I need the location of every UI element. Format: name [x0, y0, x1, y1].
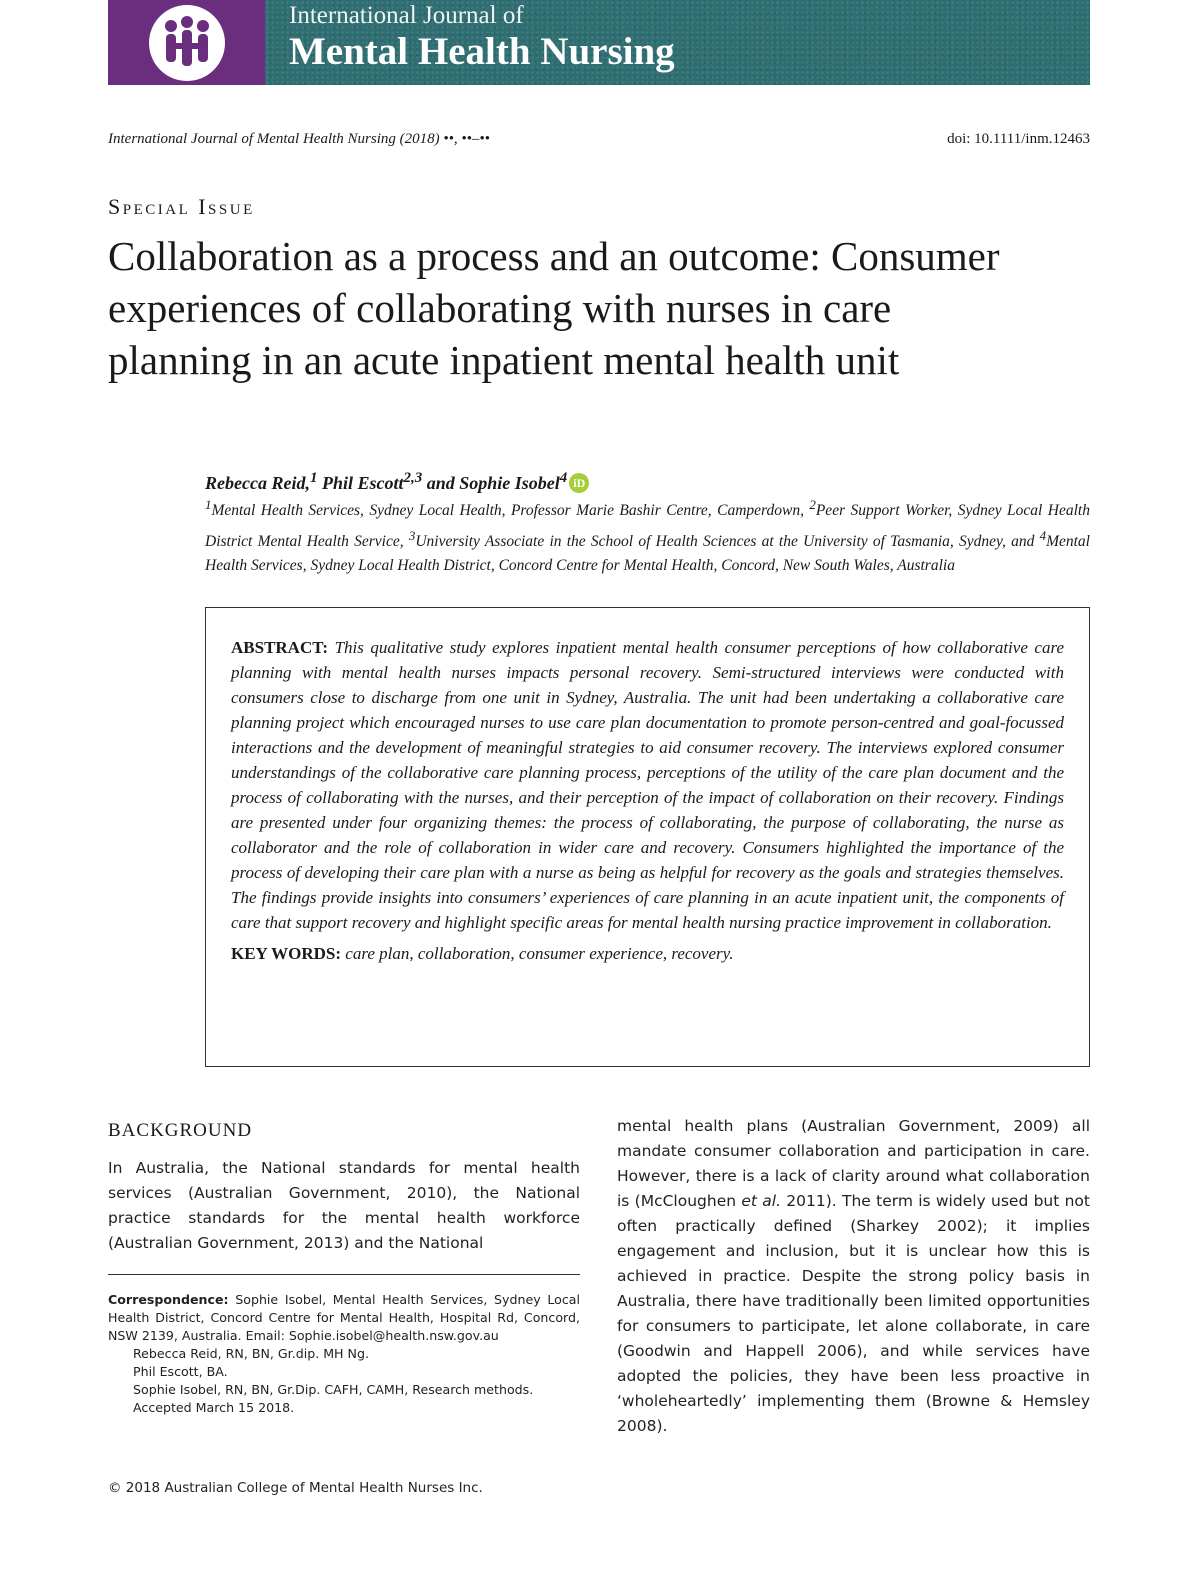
affil-sup: 3: [408, 527, 416, 543]
author-list: [205, 466, 1090, 495]
et-al: et al.: [741, 1192, 781, 1210]
journal-people-logo-icon: [149, 5, 225, 81]
abstract-box: [205, 607, 1090, 1067]
article-kicker: Special Issue: [108, 194, 255, 219]
credential-line: Phil Escott, BA.: [133, 1364, 228, 1379]
correspondence-divider: [108, 1274, 580, 1275]
author-affil-sup: 4: [559, 470, 568, 486]
correspondence-label: Correspondence:: [108, 1292, 229, 1307]
journal-name-line1: International Journal of: [289, 2, 524, 29]
author-affil-sup: 2,3: [403, 470, 423, 486]
correspondence-block: [108, 1291, 580, 1417]
correspondence-text: Sophie Isobel, Mental Health Services, Sydney Local Health District, Concord Centre for Mental Health, Hospital Rd, Concord, NSW 2139, Australia. Email: Sophie.isobel@health.nsw.gov.au: [108, 1292, 580, 1343]
right-column: [617, 1114, 1090, 1439]
doi-link[interactable]: doi: 10.1111/inm.12463: [947, 131, 1090, 147]
journal-people-logo-icon-svg: [156, 12, 218, 74]
section-heading-background: BACKGROUND: [108, 1120, 253, 1141]
correspondence-line: [108, 1291, 580, 1345]
citation-line: International Journal of Mental Health Nursing (2018) ••, ••–••: [108, 131, 490, 147]
journal-name-line2: Mental Health Nursing: [289, 30, 675, 73]
abstract-label: ABSTRACT:: [231, 638, 328, 657]
left-column: [108, 1120, 580, 1256]
banner-title-panel: [265, 0, 1090, 85]
credential-line: Sophie Isobel, RN, BN, Gr.Dip. CAFH, CAMH, Research methods.: [133, 1382, 534, 1397]
author-join: and: [426, 473, 455, 493]
author-name[interactable]: Phil Escott: [321, 473, 404, 493]
keywords-label: KEY WORDS:: [231, 944, 342, 963]
body-text-segment: 2011). The term is widely used but not often practically defined (Sharkey 2002); it implies engagement and inclusion, but it is unclear how this is achieved in practice. Despite the strong policy basis in Australia, there have traditionally been limited opportunities for consumers to participate, let alone collaborate, in care (Goodwin and Happell 2006), and while services have adopted the policies, they have been less proactive in ‘wholeheartedly’ implementing them (Browne & Hemsley 2008).: [617, 1192, 1090, 1435]
accepted-date: Accepted March 15 2018.: [133, 1400, 295, 1415]
background-paragraph-left: In Australia, the National standards for mental health services (Australian Government, 2010), the National practice standards for the mental health workforce (Australian Government, 2013) and the National: [108, 1159, 580, 1252]
credential-line: Rebecca Reid, RN, BN, Gr.dip. MH Ng.: [133, 1346, 369, 1361]
affil-text: University Associate in the School of Health Sciences at the University of Tasmania, Sydney, and: [415, 532, 1040, 550]
copyright-footer: © 2018 Australian College of Mental Health Nurses Inc.: [108, 1480, 483, 1496]
journal-banner: [108, 0, 1090, 85]
author-name[interactable]: Sophie Isobel: [459, 473, 560, 493]
affil-text: Peer Support Worker, Sydney Local Health District Mental Health Service,: [205, 502, 1090, 550]
abstract-body: This qualitative study explores inpatient mental health consumer perceptions of how collaborative care planning with mental health nurses impacts personal recovery. Semi-structured interviews were conducted with consumers close to discharge from one unit in Sydney, Australia. The unit had been undertaking a collaborative care planning project which encouraged nurses to use care plan documentation to promote person-centred and goal-focussed interactions and the development of meaningful strategies to aid consumer recovery. The interviews explored consumer understandings of the collaborative care planning process, perceptions of the utility of the care plan document and the process of collaborating with the nurses, and their perception of the impact of collaboration on their recovery. Findings are presented under four organizing themes: the process of collaborating, the purpose of collaborating, the nurse as collaborator and the role of collaboration in wider care and recovery. Consumers highlighted the importance of the process of developing their care plan with a nurse as being as helpful for recovery as the goals and strategies themselves. The findings provide insights into consumers’ experiences of care planning in an acute inpatient unit, the components of care that support recovery and highlight specific areas for mental health nursing practice improvement in collaboration.: [231, 638, 1065, 932]
keywords-list: care plan, collaboration, consumer experience, recovery.: [345, 944, 734, 963]
banner-logo-panel: [108, 0, 265, 85]
orcid-icon[interactable]: iD: [569, 473, 589, 493]
author-affil-sup: 1: [309, 470, 318, 486]
body-text-segment: mental health plans (Australian Government, 2009) all mandate consumer collaboration and participation in care. However, there is a lack of clarity around what collaboration is (McCloughen: [617, 1117, 1090, 1210]
article-title: Collaboration as a process and an outcome: Consumer experiences of collaborating with nurses in care planning in an acute inpatient mental health unit: [108, 233, 1000, 383]
author-name[interactable]: Rebecca Reid,: [205, 473, 310, 493]
affil-sup: 2: [809, 497, 816, 512]
abstract-paragraph: [231, 635, 1064, 935]
affil-text: Mental Health Services, Sydney Local Health District, Concord Centre for Mental Health, Concord, New South Wales, Australia: [205, 532, 1090, 575]
running-header: [108, 128, 1090, 150]
affil-sup: 4: [1039, 527, 1047, 543]
keywords-line: [231, 941, 1064, 966]
affiliations: [205, 493, 1090, 579]
affil-text: Mental Health Services, Sydney Local Health, Professor Marie Bashir Centre, Camperdown,: [211, 502, 810, 520]
background-paragraph-right: [617, 1114, 1090, 1439]
affil-sup: 1: [205, 497, 212, 512]
